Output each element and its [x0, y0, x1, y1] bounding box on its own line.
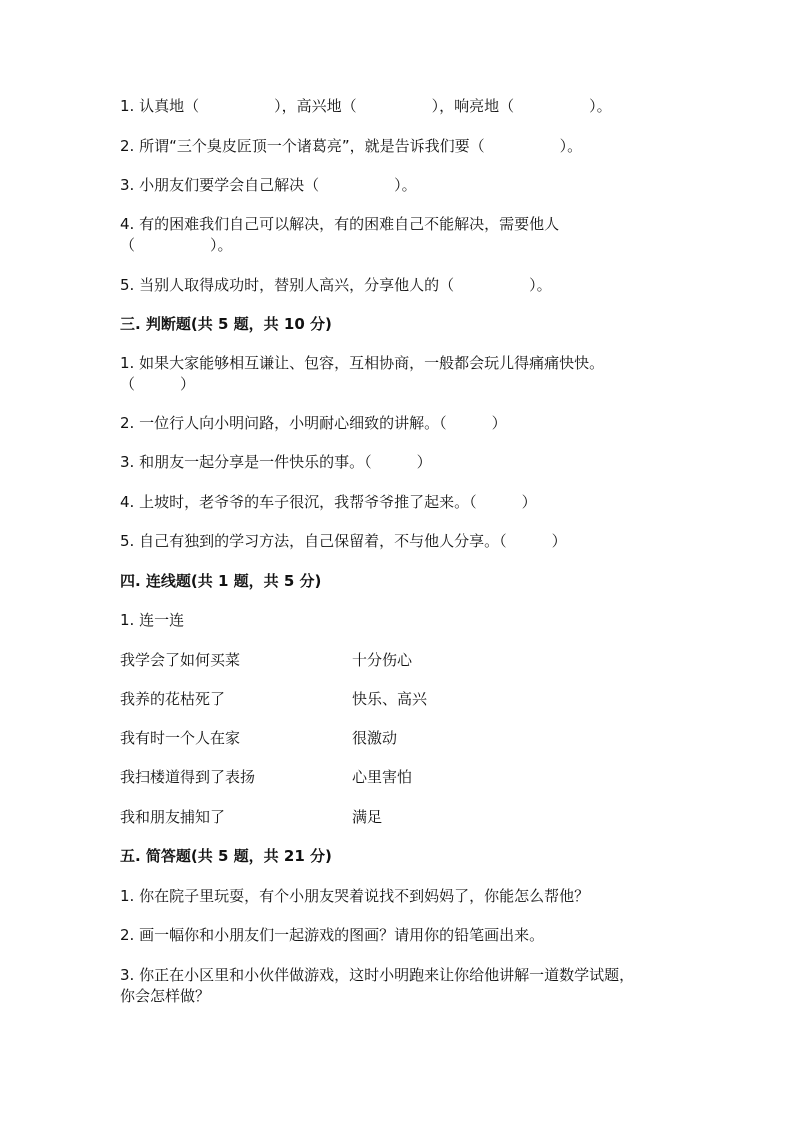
fill-question-4-line2: （ ）。: [120, 236, 233, 254]
judge-question-4: 4. 上坡时，老爷爷的车子很沉，我帮爷爷推了起来。（ ）: [120, 493, 537, 511]
judge-question-1-line2: （ ）: [120, 375, 196, 393]
fill-question-2: 2. 所谓“三个臭皮匠顶一个诸葛亮”，就是告诉我们要（ ）。: [120, 137, 583, 155]
short-question-3-line1: 3. 你正在小区里和小伙伴做游戏，这时小明跑来让你给他讲解一道数学试题，: [120, 966, 635, 984]
fill-question-4-line1: 4. 有的困难我们自己可以解决，有的困难自己不能解决，需要他人: [120, 215, 560, 233]
match-left-item: 我扫楼道得到了表扬: [120, 768, 256, 786]
short-question-2: 2. 画一幅你和小朋友们一起游戏的图画？请用你的铅笔画出来。: [120, 926, 545, 944]
match-right-item: 心里害怕: [352, 768, 413, 786]
match-right-item: 快乐、高兴: [352, 690, 428, 708]
match-left-item: 我学会了如何买菜: [120, 651, 241, 669]
fill-question-5: 5. 当别人取得成功时，替别人高兴，分享他人的（ ）。: [120, 276, 552, 294]
section-title-match: 四. 连线题(共 1 题，共 5 分): [120, 572, 322, 590]
judge-question-1-line1: 1. 如果大家能够相互谦让、包容，互相协商，一般都会玩儿得痛痛快快。: [120, 354, 605, 372]
short-question-1: 1. 你在院子里玩耍，有个小朋友哭着说找不到妈妈了，你能怎么帮他？: [120, 887, 590, 905]
section-title-short-answer: 五. 简答题(共 5 题，共 21 分): [120, 847, 332, 865]
section-title-judge: 三. 判断题(共 5 题，共 10 分): [120, 315, 332, 333]
judge-question-2: 2. 一位行人向小明问路，小明耐心细致的讲解。（ ）: [120, 414, 507, 432]
match-right-item: 很激动: [352, 729, 398, 747]
short-question-3-line2: 你会怎样做？: [120, 987, 211, 1005]
fill-question-3: 3. 小朋友们要学会自己解决（ ）。: [120, 176, 417, 194]
judge-question-5: 5. 自己有独到的学习方法，自己保留着，不与他人分享。（ ）: [120, 532, 567, 550]
match-right-item: 满足: [352, 808, 383, 826]
judge-question-3: 3. 和朋友一起分享是一件快乐的事。（ ）: [120, 453, 432, 471]
fill-question-1: 1. 认真地（ ），高兴地（ ），响亮地（ ）。: [120, 97, 612, 115]
match-question-1: 1. 连一连: [120, 611, 185, 629]
match-left-item: 我有时一个人在家: [120, 729, 241, 747]
match-left-item: 我养的花枯死了: [120, 690, 226, 708]
match-right-item: 十分伤心: [352, 651, 413, 669]
match-left-item: 我和朋友捕知了: [120, 808, 226, 826]
